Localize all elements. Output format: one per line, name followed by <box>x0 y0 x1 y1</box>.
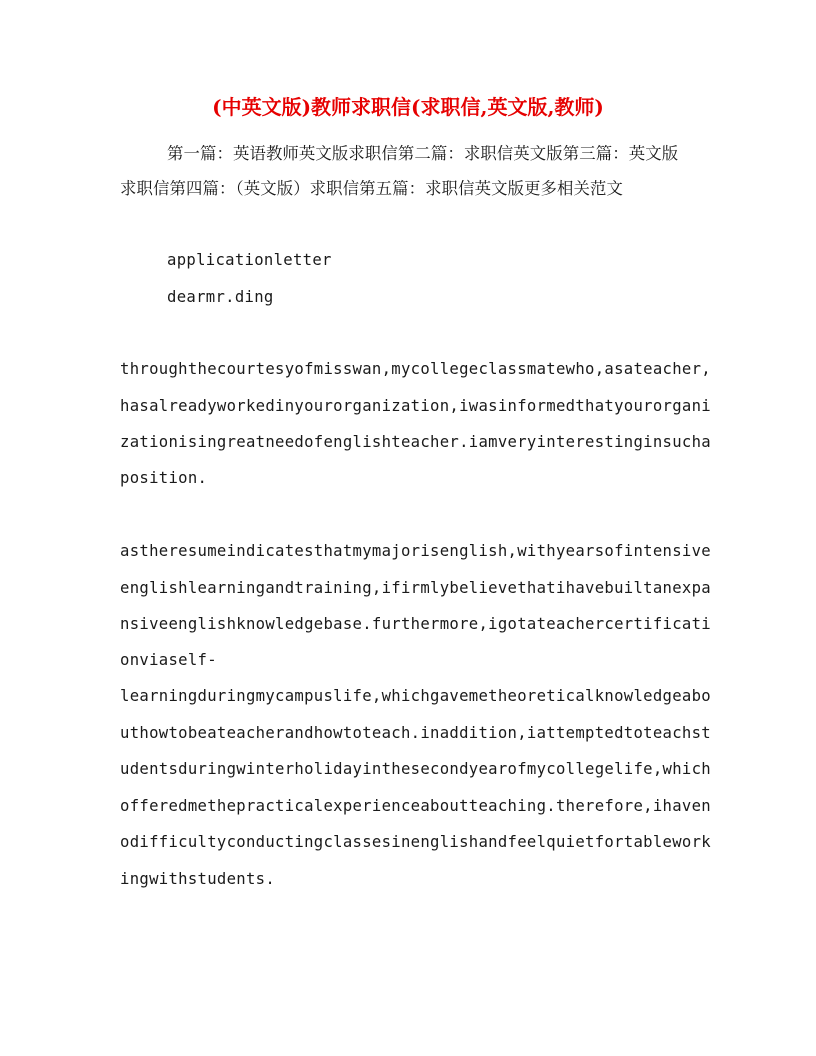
paragraph-line: zationisingreatneedofenglishteacher.iamveryinterestinginsucha <box>120 433 711 451</box>
letter-heading: applicationletter <box>167 251 332 269</box>
paragraph-line: learningduringmycampuslife,whichgavemetheoreticalknowledgeabo <box>120 687 711 705</box>
paragraph-line: onviaself- <box>120 651 217 669</box>
paragraph-line: udentsduringwinterholidayinthesecondyearofmycollegelife,which <box>120 760 711 778</box>
intro-paragraph: 第一篇：英语教师英文版求职信第二篇：求职信英文版第三篇：英文版求职信第四篇：（英文版）求职信第五篇：求职信英文版更多相关范文 <box>120 144 679 198</box>
paragraph-line: astheresumeindicatesthatmymajorisenglish,withyearsofintensive <box>120 542 711 560</box>
paragraph-line: odifficultyconductingclassesinenglishandfeelquietfortablework <box>120 833 711 851</box>
paragraph-line: offeredmethepracticalexperienceaboutteaching.therefore,ihaven <box>120 797 711 815</box>
paragraph-line: hasalreadyworkedinyourorganization,iwasinformedthatyourorgani <box>120 397 711 415</box>
paragraph-line: throughthecourtesyofmisswan,mycollegeclassmatewho,asateacher, <box>120 360 711 378</box>
paragraph-line: ingwithstudents. <box>120 870 276 888</box>
paragraph-line: uthowtobeateacherandhowtoteach.inaddition,iattemptedtoteachst <box>120 724 711 742</box>
paragraph-line: nsiveenglishknowledgebase.furthermore,igotateachercertificati <box>120 615 711 633</box>
document-title: (中英文版)教师求职信(求职信,英文版,教师) <box>212 95 604 119</box>
letter-salutation: dearmr.ding <box>167 288 274 306</box>
paragraph-line: englishlearningandtraining,ifirmlybelievethatihavebuiltanexpa <box>120 579 711 597</box>
paragraph-line: position. <box>120 469 208 487</box>
